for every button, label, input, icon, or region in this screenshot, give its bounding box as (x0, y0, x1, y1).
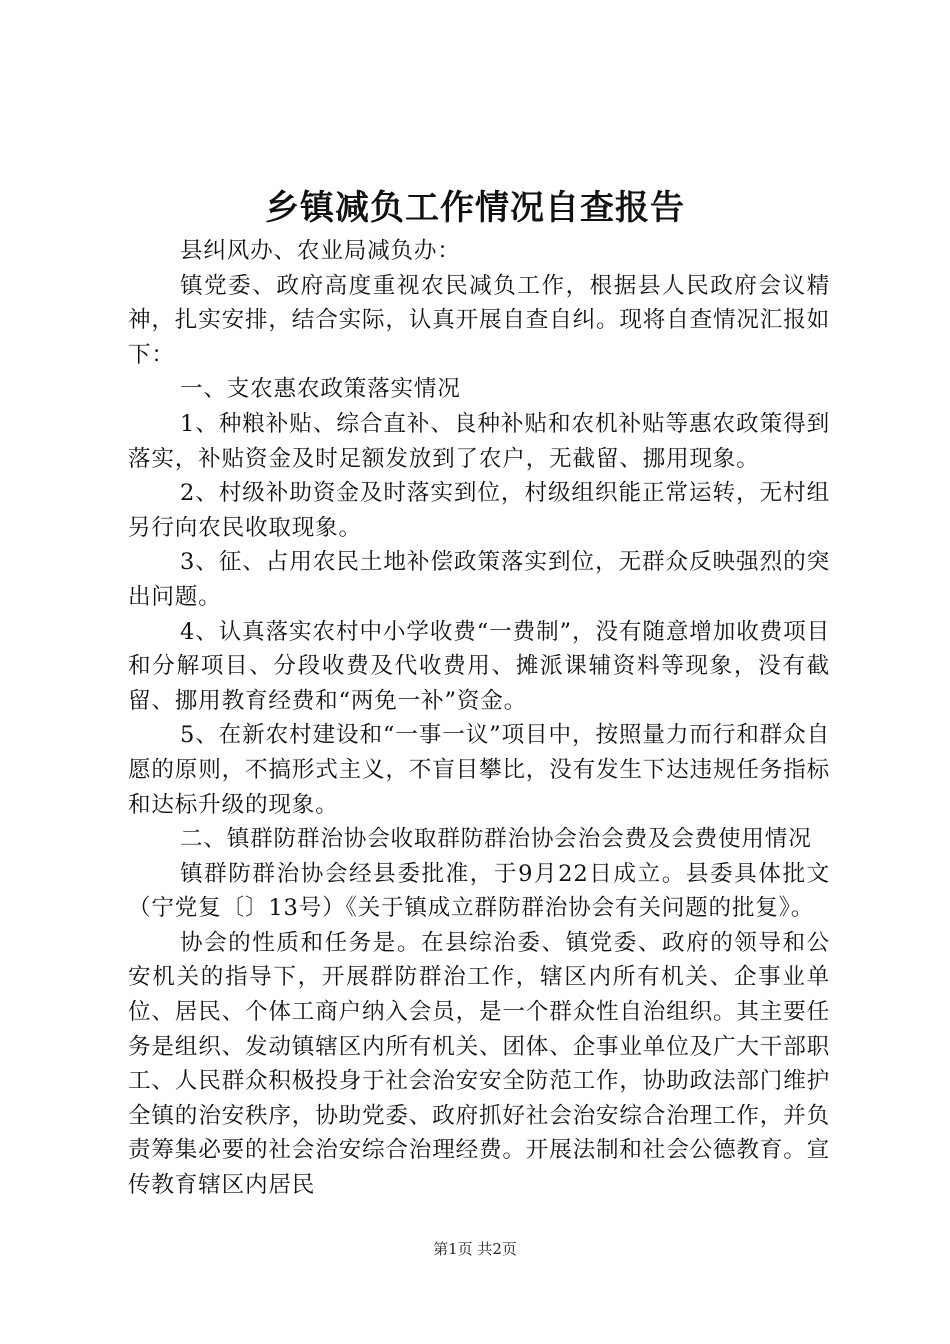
document-body (128, 234, 830, 1203)
body-paragraph: 3、征、占用农民土地补偿政策落实到位，无群众反映强烈的突出问题。 (128, 549, 830, 610)
page-number-footer: 第1页 共2页 (433, 1240, 517, 1258)
document-title: 乡镇减负工作情况自查报告 (265, 188, 685, 228)
body-paragraph: 4、认真落实农村中小学收费“一费制”，没有随意增加收费项目和分解项目、分段收费及代收费用、摊派课辅资料等现象，没有截留、挪用教育经费和“两免一补”资金。 (128, 618, 830, 714)
body-paragraph: 2、村级补助资金及时落实到位，村级组织能正常运转，无村组另行向农民收取现象。 (128, 480, 830, 541)
section-heading-2: 二、镇群防群治协会收取群防群治协会治会费及会费使用情况 (179, 826, 812, 853)
salutation-paragraph: 县纠风办、农业局减负办： (179, 238, 461, 264)
section-heading-1: 一、支农惠农政策落实情况 (179, 376, 461, 403)
body-paragraph: 5、在新农村建设和“一事一议”项目中，按照量力而行和群众自愿的原则，不搞形式主义，不盲目攀比，没有发生下达违规任务指标和达标升级的现象。 (128, 722, 830, 818)
body-paragraph: 1、种粮补贴、综合直补、良种补贴和农机补贴等惠农政策得到落实，补贴资金及时足额发放到了农户，无截留、挪用现象。 (128, 410, 830, 472)
body-paragraph: 镇群防群治协会经县委批准，于9月22日成立。县委具体批文（宁党复〔〕13号）《关于镇成立群防群治协会有关问题的批复》。 (128, 860, 830, 922)
body-paragraph: 协会的性质和任务是。在县综治委、镇党委、政府的领导和公安机关的指导下，开展群防群治工作，辖区内所有机关、企事业单位、居民、个体工商户纳入会员，是一个群众性自治组织。其主要任务是组织、发动镇辖区内所有机关、团体、企事业单位及广大干部职工、人民群众积极投身于社会治安安全防范工作，协助政法部门维护全镇的治安秩序，协助党委、政府抓好社会治安综合治理工作，并负责筹集必要的社会治安综合治理经费。开展法制和社会公德教育。宣传教育辖区内居民 (128, 929, 830, 1199)
intro-paragraph: 镇党委、政府高度重视农民减负工作，根据县人民政府会议精神，扎实安排，结合实际，认真开展自查自纠。现将自查情况汇报如下： (128, 272, 830, 368)
